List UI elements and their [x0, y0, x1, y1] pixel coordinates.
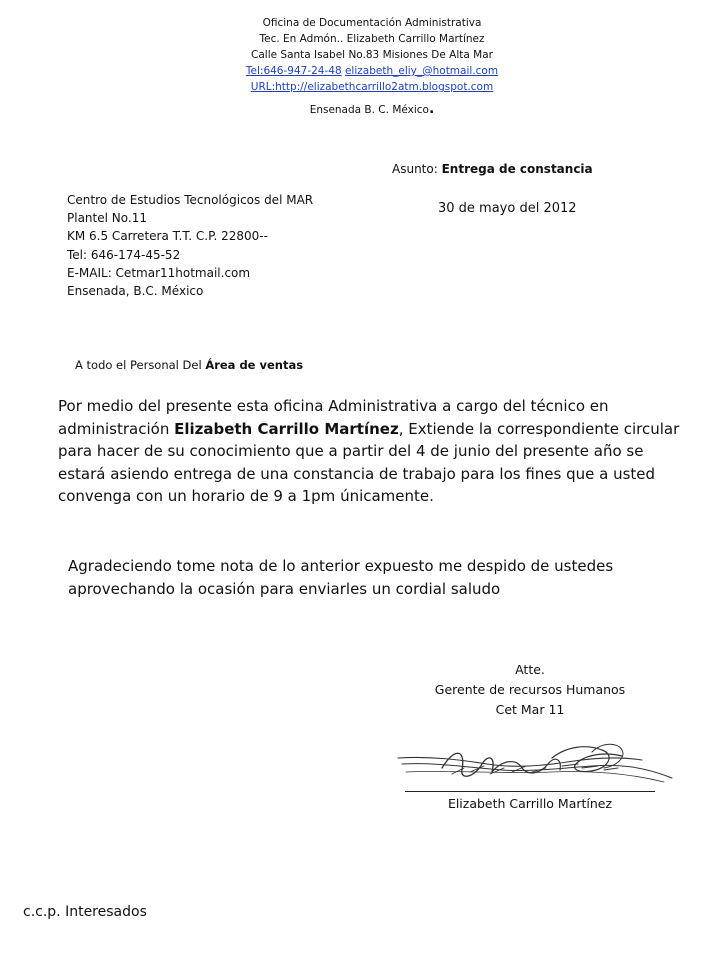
letter-date: 30 de mayo del 2012 — [438, 201, 577, 216]
ccp-note: c.c.p. Interesados — [23, 904, 147, 920]
body-paragraph-1: Por medio del presente esta oficina Administrativa a cargo del técnico en administración Elizabeth Carrillo Martínez, Extiende la correspondiente circular para hacer de su conocimiento que a partir del 4 de junio del presente año se estará asiendo entrega de una constancia de trabajo para los fines que a usted convenga con un horario de 9 a 1pm únicamente. — [58, 397, 680, 505]
contact-line — [180, 63, 564, 79]
closing-atte: Atte. — [515, 662, 545, 677]
handwritten-signature — [392, 738, 682, 790]
url-line — [180, 79, 564, 95]
recipient-line: Plantel No.11 — [67, 211, 147, 226]
subject-label: Asunto: — [392, 162, 438, 176]
recipient-line: E-MAIL: Cetmar11hotmail.com — [67, 265, 251, 280]
blog-url-link[interactable]: URL:http://elizabethcarrillo2atm.blogspot.com — [250, 81, 494, 93]
office-name: Oficina de Documentación Administrativa — [262, 17, 482, 29]
signer-name: Elizabeth Carrillo Martínez — [447, 796, 613, 811]
body-paragraph-2: Agradeciendo tome nota de lo anterior expuesto me despido de ustedes aprovechando la ocasión para enviarles un cordial saludo — [68, 557, 614, 598]
recipient-line: Tel: 646-174-45-52 — [67, 247, 181, 262]
department-name: Área de ventas — [205, 358, 304, 372]
office-address: Calle Santa Isabel No.83 Misiones De Alta Mar — [251, 49, 493, 61]
letterhead — [180, 15, 564, 118]
subject-line — [392, 162, 593, 176]
recipient-line: Centro de Estudios Tecnológicos del MAR — [67, 193, 314, 207]
salutation: A todo el Personal Del Área de ventas — [75, 358, 304, 372]
phone-link[interactable]: Tel:646-947-24-48 — [245, 65, 342, 77]
recipient-line: KM 6.5 Carretera T.T. C.P. 22800-- — [67, 229, 268, 244]
recipient-block — [67, 191, 313, 300]
closing-block — [420, 660, 640, 720]
closing-title: Gerente de recursos Humanos — [434, 682, 626, 697]
email-link[interactable]: elizabeth_eliy_@hotmail.com — [344, 65, 499, 77]
signature-line — [405, 791, 655, 792]
technician-name: Tec. En Admón.. Elizabeth Carrillo Martínez — [259, 33, 485, 45]
recipient-line: Ensenada, B.C. México — [67, 284, 204, 299]
office-city: Ensenada B. C. México. — [309, 101, 435, 117]
technician-bold-name: Elizabeth Carrillo Martínez — [174, 419, 399, 438]
closing-org: Cet Mar 11 — [495, 702, 565, 717]
subject-text: Entrega de constancia — [441, 162, 593, 176]
